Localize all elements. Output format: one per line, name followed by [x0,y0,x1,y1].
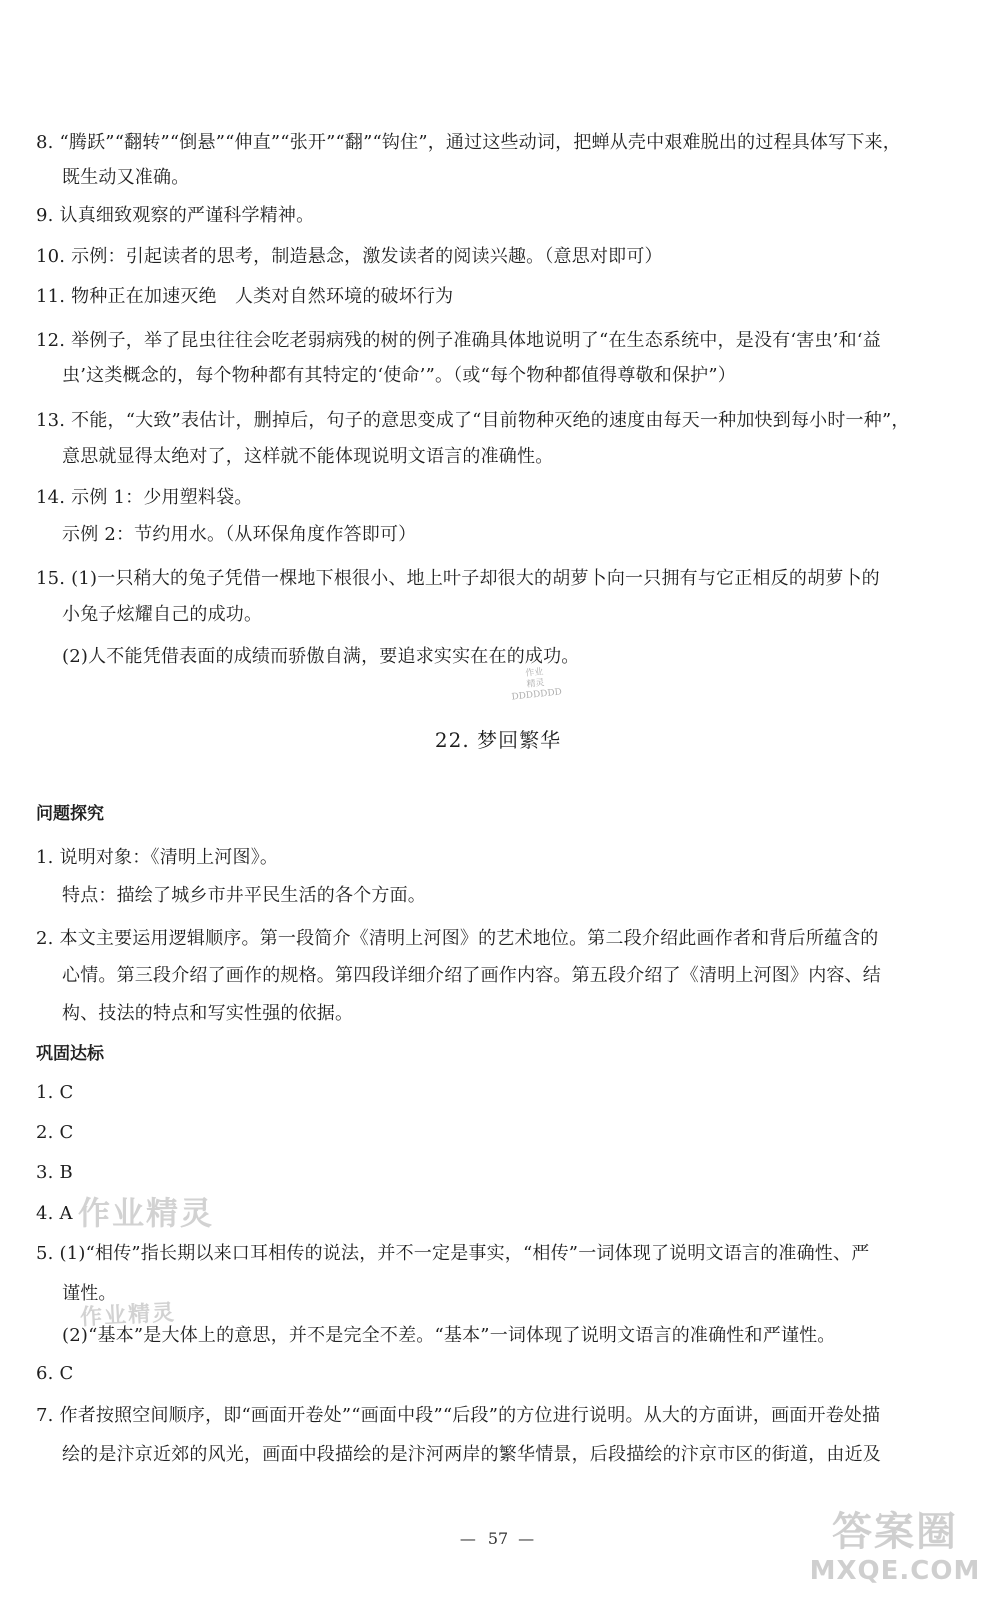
watermark-2: 作业精灵 [79,1300,177,1331]
answer-15-line-3: (2)人不能凭借表面的成绩而骄傲自满，要追求实实在在的成功。 [62,646,580,667]
consolidate-5-line-1: 5. (1)“相传”指长期以来口耳相传的说法，并不一定是事实，“相传”一词体现了说明文语言的准确性、严 [36,1243,870,1264]
answer-10: 10. 示例：引起读者的思考，制造悬念，激发读者的阅读兴趣。（意思对即可） [36,246,663,267]
page-number-dash-left: — [459,1529,478,1548]
answer-11: 11. 物种正在加速灭绝 人类对自然环境的破坏行为 [36,286,454,307]
consolidate-4: 4. A [36,1203,73,1224]
consolidate-5-line-3: (2)“基本”是大体上的意思，并不是完全不差。“基本”一词体现了说明文语言的准确性和严谨性。 [62,1325,836,1346]
answer-14-line-2: 示例 2：节约用水。（从环保角度作答即可） [62,524,417,545]
consolidate-3: 3. B [36,1162,73,1183]
stamp-text-2: 精灵 [526,678,546,690]
consolidate-7-line-1: 7. 作者按照空间顺序，即“画面开卷处”“画面中段”“后段”的方位进行说明。从大的方面讲，画面开卷处描 [36,1405,881,1426]
logo-text: 答案圈 [832,1509,958,1555]
answer-14-line-1: 14. 示例 1：少用塑料袋。 [36,487,253,508]
watermark-1: 作业精灵 [78,1194,215,1232]
explore-2-line-1: 2. 本文主要运用逻辑顺序。第一段简介《清明上河图》的艺术地位。第二段介绍此画作者和背后所蕴含的 [36,928,879,949]
answer-13-line-1: 13. 不能，“大致”表估计，删掉后，句子的意思变成了“目前物种灭绝的速度由每天一种加快到每小时一种”， [36,410,910,431]
answer-12-line-2: 虫’这类概念的，每个物种都有其特定的‘使命’”。（或“每个物种都值得尊敬和保护”） [62,365,736,386]
answer-12-line-1: 12. 举例子，举了昆虫往往会吃老弱病残的树的例子准确具体地说明了“在生态系统中，是没有‘害虫’和‘益 [36,330,881,351]
answer-15-line-1: 15. (1)一只稍大的兔子凭借一棵地下根很小、地上叶子却很大的胡萝卜向一只拥有与它正相反的胡萝卜的 [36,568,880,589]
explore-2-line-3: 构、技法的特点和写实性强的依据。 [62,1003,354,1024]
page-number-dash-right: — [518,1529,537,1548]
consolidate-5-line-2: 谨性。 [62,1283,117,1304]
page-number [0,1528,996,1550]
heading-question-explore: 问题探究 [36,804,104,824]
stamp-text-1: 作业 [524,667,544,679]
answer-13-line-2: 意思就显得太绝对了，这样就不能体现说明文语言的准确性。 [62,446,554,467]
explore-1-line-2: 特点：描绘了城乡市井平民生活的各个方面。 [62,885,426,906]
explore-1-line-1: 1. 说明对象：《清明上河图》。 [36,847,279,868]
section-title: 22. 梦回繁华 [434,728,562,752]
consolidate-2: 2. C [36,1122,74,1143]
consolidate-6: 6. C [36,1363,74,1384]
stamp-logo [491,664,581,713]
explore-2-line-2: 心情。第三段介绍了画作的规格。第四段详细介绍了画作内容。第五段介绍了《清明上河图》内容、结 [62,965,881,986]
stamp-text-3: DDDDDDD [511,687,563,703]
answer-8-line-1: 8. “腾跃”“翻转”“倒悬”“伸直”“张开”“翻”“钩住”，通过这些动词，把蝉从壳中艰难脱出的过程具体写下来， [36,132,901,153]
consolidate-1: 1. C [36,1082,74,1103]
answer-8-line-2: 既生动又准确。 [62,167,190,188]
answer-15-line-2: 小兔子炫耀自己的成功。 [62,604,263,625]
site-logo-watermark [800,1508,990,1598]
logo-url: MXQE.COM [809,1556,981,1586]
heading-consolidate: 巩固达标 [36,1044,104,1064]
page-number-value: 57 [487,1529,509,1548]
answer-9: 9. 认真细致观察的严谨科学精神。 [36,205,315,226]
consolidate-7-line-2: 绘的是汴京近郊的风光，画面中段描绘的是汴河两岸的繁华情景，后段描绘的汴京市区的街道，由近及 [62,1444,881,1465]
